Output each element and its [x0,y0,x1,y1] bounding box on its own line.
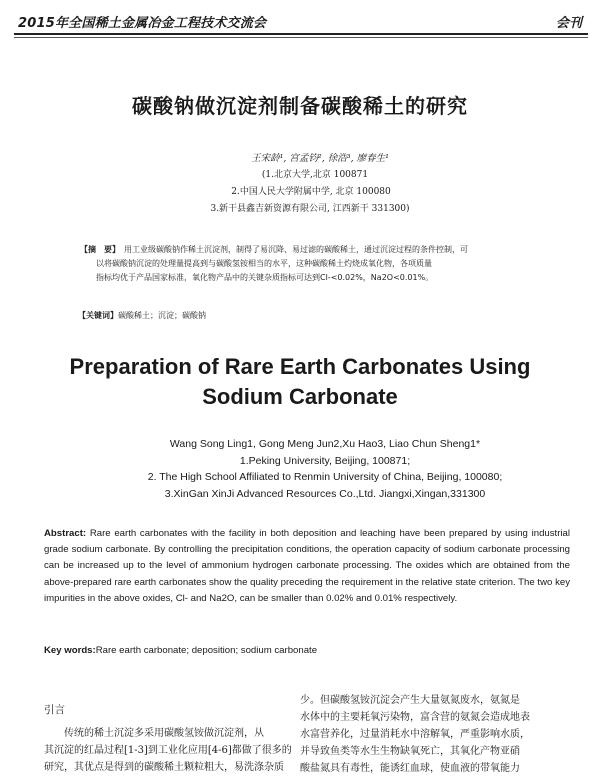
right-column-line-3: 水富营养化，过量消耗水中溶解氧，严重影响水质， [300,729,530,740]
left-column-line-2: 其沉淀的红晶过程[1-3]到工业化应用[4-6]都做了很多的 [44,745,292,756]
chinese-keywords [78,310,206,321]
introduction-heading: 引言 [44,704,65,716]
chinese-abstract-label: 【摘 要】 [80,245,120,254]
header-rule-thick [14,33,588,35]
chinese-keywords-label: 【关键词】 [78,311,118,320]
body-column-left [44,725,290,776]
right-column-line-2: 水体中的主要耗氧污染物，富含营的氨氮会造成地表 [300,712,530,723]
chinese-abstract-line-3: 指标均优于产品国家标准，氧化物产品中的关键杂质指标可达到Cl-<0.02%，Na2O<0.01%。 [96,273,434,282]
english-keywords-label: Key words: [44,645,96,656]
english-title-line-1: Preparation of Rare Earth Carbonates Using [69,354,531,379]
chinese-title: 碳酸钠做沉淀剂制备碳酸稀土的研究 [132,94,468,118]
left-column-line-3: 研究，其优点是得到的碳酸稀土颗粒粗大，易洗涤杂质 [44,762,284,773]
chinese-abstract-line-1: 用工业级碳酸钠作稀土沉淀剂，制得了易沉降、易过滤的碳酸稀土，通过沉淀过程的条件控制，可 [124,245,468,254]
chinese-keywords-text: 碳酸稀土；沉淀；碳酸钠 [118,311,206,320]
english-keywords-text: Rare earth carbonate; deposition; sodium carbonate [95,645,318,656]
chinese-abstract [80,243,540,285]
english-authors: Wang Song Ling1, Gong Meng Jun2,Xu Hao3, Liao Chun Sheng1* [169,438,481,450]
right-column-line-1: 少。但碳酸氢铵沉淀会产生大量氨氮废水，氨氮是 [300,695,520,706]
chinese-affiliation-2: 2.中国人民大学附属中学, 北京 100080 [231,187,391,197]
english-abstract [44,526,570,607]
chinese-abstract-line-2: 以将碳酸钠沉淀的处理量提高到与碳酸氢铵相当的水平，这种碳酸稀土灼烧成氧化物，各项质量 [96,259,432,268]
chinese-affiliation-3: 3.新干县鑫吉新资源有限公司, 江西新干 331300) [210,204,410,214]
running-header [14,10,588,32]
english-abstract-label: Abstract: [44,528,87,539]
chinese-authors: 王宋龄¹, 宫孟钧², 徐浩³, 廖春生¹ [251,153,389,164]
right-column-line-5: 酸盐氮具有毒性，能诱红血球，使血液的带氧能力 [300,763,520,774]
chinese-affiliation-1: (1.北京大学,北京 100871 [261,170,369,180]
english-affiliation-1: 1.Peking University, Beijing, 100871; [239,454,411,467]
header-conference-title: 2015年全国稀土金属冶金工程技术交流会 [18,16,267,31]
english-abstract-text: Rare earth carbonates with the facility in both deposition and leaching have been prepared by using industrial grade sodium carbonate. By controlling the precipitation conditions, the operation capacity of sodium carbonate processing can be increased up to the level of ammonium hydrogen carbonate processing. The oxides which are obtained from the above-prepared rare earth carbonates show the quality preceding the requirement in the relative state criterion. The two key impurities in the above oxides, Cl- and Na2O, can be smaller than 0.02% and 0.01% respectively. [44,528,570,604]
body-column-right [300,692,566,777]
left-column-line-1: 传统的稀土沉淀多采用碳酸氢铵做沉淀剂，从 [64,728,264,739]
right-column-line-4: 并导致鱼类等水生生物缺氧死亡，其氧化产物亚硝 [300,746,520,757]
english-title-line-2: Sodium Carbonate [202,384,398,409]
header-rule-thin [14,37,588,38]
english-affiliation-2: 2. The High School Affiliated to Renmin University of China, Beijing, 100080; [147,471,503,483]
english-keywords [44,645,317,656]
header-section-label: 会刊 [555,16,582,31]
english-authors-block [0,436,600,502]
english-title [0,352,600,412]
english-affiliation-3: 3.XinGan XinJi Advanced Resources Co.,Ltd. Jiangxi,Xingan,331300 [164,487,486,500]
